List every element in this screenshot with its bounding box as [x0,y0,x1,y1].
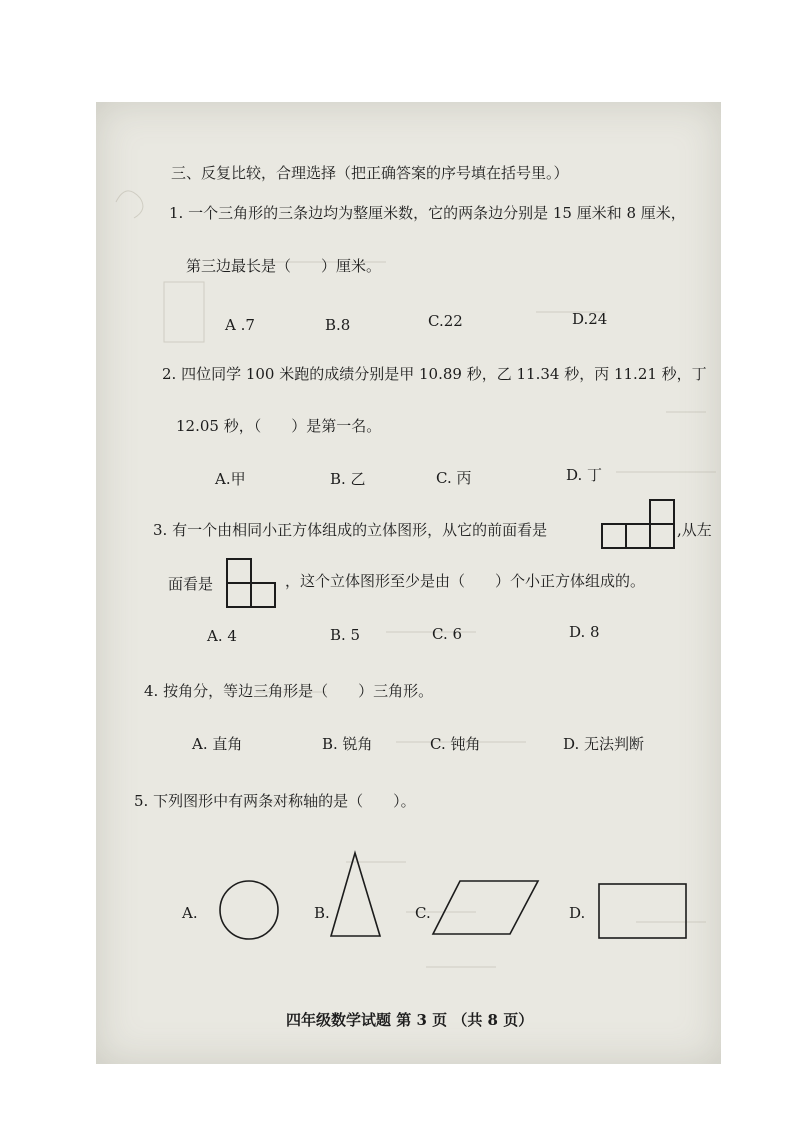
question-2-option-a: A.甲 [215,470,246,488]
question-1-option-c: C.22 [428,312,463,330]
page-footer: 四年级数学试题 第 3 页 （共 8 页） [286,1011,534,1029]
question-2-stem-cont: 12.05 秒，（ ）是第一名。 [176,417,382,435]
question-3-option-b: B. 5 [330,626,361,644]
question-3-stem: 3. 有一个由相同小正方体组成的立体图形，从它的前面看是 [153,521,548,539]
question-1-option-b: B.8 [325,316,351,334]
question-2-option-d: D. 丁 [566,466,603,484]
question-5-option-c: C. [415,904,431,922]
front-view-icon [601,499,677,551]
question-4-option-c: C. 钝角 [430,735,481,753]
question-4-option-b: B. 锐角 [322,735,373,753]
question-3-option-d: D. 8 [569,623,600,641]
question-4-stem: 4. 按角分，等边三角形是（ ）三角形。 [144,682,434,700]
question-3-stem-cont-b: ，这个立体图形至少是由（ ）个小正方体组成的。 [285,572,646,590]
section-heading: 三、反复比较，合理选择（把正确答案的序号填在括号里。） [171,164,569,182]
question-1-option-d: D.24 [572,310,608,328]
question-5-stem: 5. 下列图形中有两条对称轴的是（ ）。 [134,792,416,810]
question-1-stem: 1. 一个三角形的三条边均为整厘米数，它的两条边分别是 15 厘米和 8 厘米， [169,204,686,222]
parallelogram-icon [430,878,542,938]
question-5-option-b: B. [314,904,330,922]
question-1-stem-cont: 第三边最长是（ ）厘米。 [186,257,382,275]
question-2-stem: 2. 四位同学 100 米跑的成绩分别是甲 10.89 秒，乙 11.34 秒，丙 11.21 秒，丁 [162,365,707,383]
question-3-stem-after-front: ,从左 [677,521,712,539]
exam-page [96,102,721,1064]
question-5-option-d: D. [569,904,586,922]
question-3-stem-cont-a: 面看是 [168,575,214,593]
question-4-option-a: A. 直角 [192,735,243,753]
question-4-option-d: D. 无法判断 [563,735,645,753]
left-view-icon [226,558,280,610]
question-5-option-a: A. [182,904,198,922]
rectangle-icon [597,882,689,942]
question-2-option-c: C. 丙 [436,469,472,487]
circle-icon [214,880,284,940]
question-3-option-c: C. 6 [432,625,463,643]
question-2-option-b: B. 乙 [330,470,366,488]
question-3-option-a: A. 4 [207,627,237,645]
question-1-option-a: A .7 [225,316,255,334]
isosceles-triangle-icon [328,850,384,940]
